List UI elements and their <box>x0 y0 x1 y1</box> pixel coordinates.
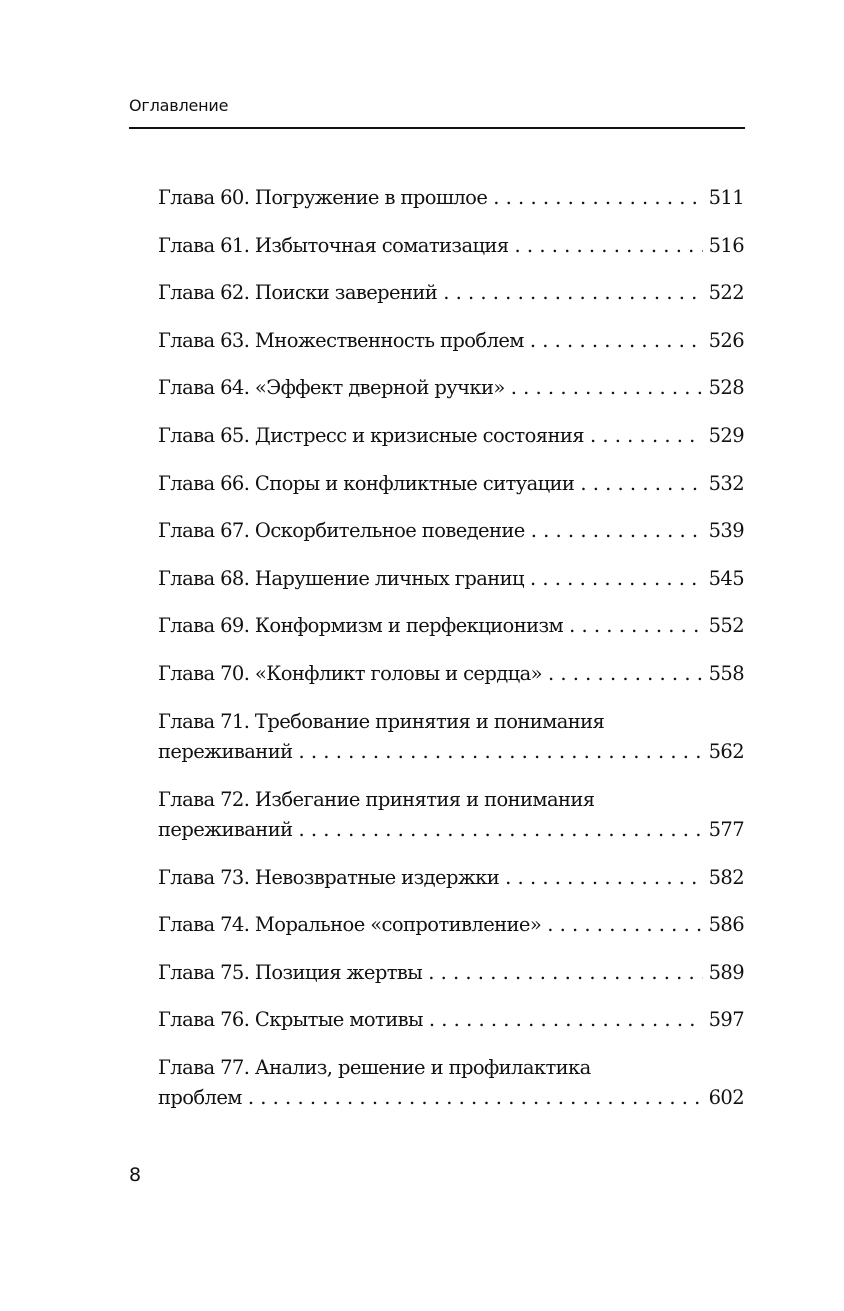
toc-entry-page: 589 <box>708 960 744 984</box>
toc-entry-title-line1: Глава 71. Требование принятия и понимания <box>158 709 605 733</box>
toc-entry-title: Глава 64. «Эффект дверной ручки» <box>158 376 505 400</box>
toc-entry[interactable] <box>158 516 744 546</box>
toc-entry-page: 602 <box>708 1085 744 1109</box>
toc-entry-title-line2: переживаний <box>158 739 293 763</box>
toc-entry[interactable] <box>158 659 744 689</box>
toc-entry-title: Глава 74. Моральное «сопротивление» <box>158 913 542 937</box>
toc-entry[interactable] <box>158 278 744 308</box>
toc-entry[interactable] <box>158 326 744 356</box>
toc-entry[interactable] <box>158 863 744 893</box>
toc-entry-title-line2: переживаний <box>158 817 293 841</box>
toc-entry-page: 545 <box>708 566 744 590</box>
toc-entry[interactable] <box>158 231 744 261</box>
dot-leader <box>515 231 703 261</box>
toc-entry-title: Глава 63. Множественность проблем <box>158 328 524 352</box>
toc-entry-page: 529 <box>708 423 744 447</box>
toc-entry-title: Глава 62. Поиски заверений <box>158 281 438 305</box>
dot-leader <box>548 659 703 689</box>
toc-entry[interactable] <box>158 611 744 641</box>
toc-entry-title: Глава 65. Дистресс и кризисные состояния <box>158 423 584 447</box>
toc-entry-page: 577 <box>708 817 744 841</box>
toc-entry[interactable] <box>158 707 744 767</box>
toc-entry[interactable] <box>158 373 744 403</box>
toc-entry-page: 582 <box>708 865 744 889</box>
toc-entry-title: Глава 68. Нарушение личных границ <box>158 566 524 590</box>
toc-entry[interactable] <box>158 564 744 594</box>
toc-entry-page: 516 <box>708 233 744 257</box>
toc-entry-title: Глава 75. Позиция жертвы <box>158 960 423 984</box>
toc-entry-page: 526 <box>708 328 744 352</box>
toc-entry-title-line1: Глава 72. Избегание принятия и понимания <box>158 787 595 811</box>
toc-entry-title: Глава 67. Оскорбительное поведение <box>158 519 525 543</box>
toc-entry[interactable] <box>158 469 744 499</box>
toc-entry[interactable] <box>158 958 744 988</box>
toc-entry-page: 562 <box>708 739 744 763</box>
toc-entry-title-line1: Глава 77. Анализ, решение и профилактика <box>158 1055 591 1079</box>
toc-entry-page: 539 <box>708 519 744 543</box>
toc-entry-page: 586 <box>708 913 744 937</box>
dot-leader <box>530 564 703 594</box>
dot-leader <box>569 611 702 641</box>
toc-entry[interactable] <box>158 183 744 213</box>
toc-entry-page: 558 <box>708 661 744 685</box>
dot-leader <box>531 516 703 546</box>
toc-entry[interactable] <box>158 421 744 451</box>
toc-entry-page: 522 <box>708 281 744 305</box>
page-number: 8 <box>129 1164 142 1186</box>
toc-entry-page: 532 <box>708 471 744 495</box>
running-head: Оглавление <box>129 96 229 115</box>
dot-leader <box>299 737 703 767</box>
toc-entry-title: Глава 69. Конформизм и перфекционизм <box>158 614 564 638</box>
dot-leader <box>493 183 702 213</box>
dot-leader <box>590 421 703 451</box>
toc-entry[interactable] <box>158 785 744 845</box>
toc-entry[interactable] <box>158 1053 744 1113</box>
dot-leader <box>429 1005 703 1035</box>
table-of-contents <box>158 183 744 1131</box>
dot-leader <box>580 469 702 499</box>
toc-entry-title: Глава 66. Споры и конфликтные ситуации <box>158 471 575 495</box>
dot-leader <box>511 373 703 403</box>
toc-entry-page: 528 <box>708 376 744 400</box>
dot-leader <box>428 958 702 988</box>
toc-entry-title: Глава 61. Избыточная соматизация <box>158 233 509 257</box>
toc-entry-page: 597 <box>708 1008 744 1032</box>
dot-leader <box>505 863 702 893</box>
toc-entry-title-line2: проблем <box>158 1085 242 1109</box>
dot-leader <box>248 1083 703 1113</box>
toc-entry-title: Глава 76. Скрытые мотивы <box>158 1008 423 1032</box>
toc-entry-title: Глава 73. Невозвратные издержки <box>158 865 500 889</box>
dot-leader <box>443 278 702 308</box>
dot-leader <box>299 815 703 845</box>
header-rule <box>129 127 745 129</box>
toc-entry-page: 552 <box>708 614 744 638</box>
dot-leader <box>530 326 703 356</box>
toc-entry[interactable] <box>158 1005 744 1035</box>
toc-entry[interactable] <box>158 910 744 940</box>
toc-entry-title: Глава 60. Погружение в прошлое <box>158 186 488 209</box>
toc-entry-title: Глава 70. «Конфликт головы и сердца» <box>158 661 542 685</box>
toc-entry-page: 511 <box>708 186 744 209</box>
dot-leader <box>547 910 702 940</box>
